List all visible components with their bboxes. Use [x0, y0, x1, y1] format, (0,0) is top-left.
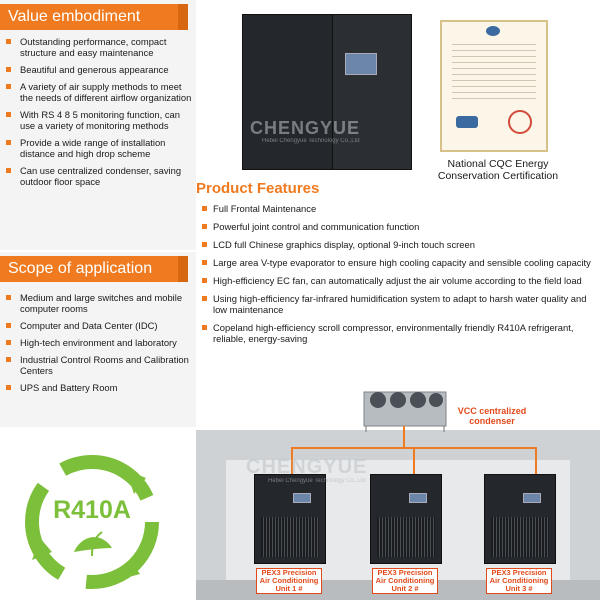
certificate-caption-line2: Conservation Certification: [437, 170, 559, 182]
ac-unit-3: [484, 474, 556, 564]
unit-caption-1: [256, 568, 322, 594]
feature-item: High-efficiency EC fan, can automatically adjust the air volume according to the field load: [200, 275, 594, 286]
certificate-seal-icon: [508, 110, 532, 134]
value-list: [0, 36, 192, 193]
display-screen: [345, 53, 377, 75]
scope-item: Medium and large switches and mobile computer rooms: [0, 292, 192, 314]
unit-screen: [523, 493, 541, 503]
r410a-logo: [22, 452, 162, 592]
scope-item: UPS and Battery Room: [0, 382, 192, 393]
unit-caption-3: [486, 568, 552, 594]
value-section: [0, 0, 196, 250]
certificate-caption: [428, 158, 568, 182]
unit-caption-line: PEX3 Precision: [261, 568, 317, 577]
value-item: Provide a wide range of installation distance and high drop scheme: [0, 137, 192, 159]
condenser-label-line1: VCC centralized: [457, 406, 527, 416]
ac-unit-2: [370, 474, 442, 564]
scope-list: [0, 292, 192, 399]
unit-screen: [409, 493, 427, 503]
feature-item: Using high-efficiency far-infrared humidification system to adapt to harsh water quality and low maintenance: [200, 293, 594, 315]
feature-item: Large area V-type evaporator to ensure high cooling capacity and sensible cooling capacity: [200, 257, 594, 268]
value-item: Beautiful and generous appearance: [0, 64, 192, 75]
condenser-label-line2: condenser: [469, 416, 515, 426]
value-header: Value embodiment: [0, 4, 188, 30]
features-title: Product Features: [196, 180, 320, 197]
unit-caption-line: Air Conditioning: [259, 576, 319, 585]
unit-caption-line: Unit 3 #: [505, 584, 533, 593]
r410a-text: R410A: [53, 496, 131, 524]
unit-grill: [377, 517, 435, 557]
certificate-caption-line1: National CQC Energy: [447, 158, 549, 170]
feature-item: Full Frontal Maintenance: [200, 203, 594, 214]
watermark-bottom-sub: Hebei Chengyue Technology Co.,Ltd: [268, 478, 366, 484]
features-list: [200, 203, 594, 351]
unit-caption-2: [372, 568, 438, 594]
ac-unit-1: [254, 474, 326, 564]
unit-screen: [293, 493, 311, 503]
unit-caption-line: PEX3 Precision: [377, 568, 433, 577]
scope-item: Computer and Data Center (IDC): [0, 320, 192, 331]
value-item: Can use centralized condenser, saving outdoor floor space: [0, 165, 192, 187]
certificate-emblem-icon: [486, 26, 500, 36]
scope-item: High-tech environment and laboratory: [0, 337, 192, 348]
watermark-top: CHENGYUE: [250, 118, 361, 138]
cqc-certificate: [440, 20, 548, 152]
feature-item: Copeland high-efficiency scroll compressor, environmentally friendly R410A refrigerant, reliable, energy-saving: [200, 322, 594, 344]
unit-caption-line: Air Conditioning: [375, 576, 435, 585]
feature-item: Powerful joint control and communication function: [200, 221, 594, 232]
cabinet-right: [332, 14, 412, 170]
unit-caption-line: Air Conditioning: [489, 576, 549, 585]
watermark-bottom: CHENGYUE: [246, 456, 368, 478]
unit-photo: [236, 14, 416, 176]
certificate-cqc-icon: [456, 116, 478, 128]
scope-section: [0, 252, 196, 427]
unit-caption-line: Unit 2 #: [391, 584, 419, 593]
cabinet-left: [242, 14, 334, 170]
unit-caption-line: PEX3 Precision: [491, 568, 547, 577]
unit-grill: [261, 517, 319, 557]
unit-grill: [491, 517, 549, 557]
feature-item: LCD full Chinese graphics display, optional 9-inch touch screen: [200, 239, 594, 250]
unit-caption-line: Unit 1 #: [275, 584, 303, 593]
scope-header: Scope of application: [0, 256, 188, 282]
watermark-top-sub: Hebei Chengyue Technology Co.,Ltd: [262, 138, 360, 144]
certificate-lines: [452, 44, 536, 104]
value-item: With RS 4 8 5 monitoring function, can use a variety of monitoring methods: [0, 109, 192, 131]
scope-item: Industrial Control Rooms and Calibration Centers: [0, 354, 192, 376]
value-item: Outstanding performance, compact structure and easy maintenance: [0, 36, 192, 58]
value-item: A variety of air supply methods to meet the needs of different airflow organization: [0, 81, 192, 103]
